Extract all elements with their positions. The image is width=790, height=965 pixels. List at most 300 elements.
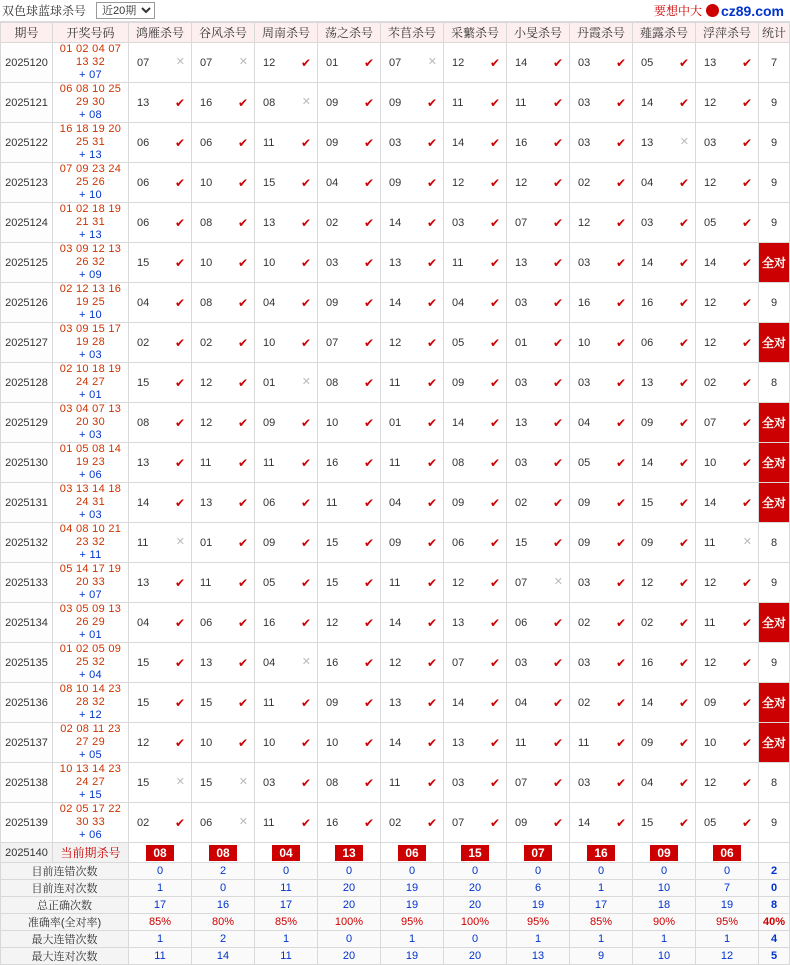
- kill-number: 06: [137, 216, 150, 229]
- check-icon: ✔: [678, 775, 689, 790]
- summary-value-cell: 2: [192, 863, 255, 880]
- issue-cell[interactable]: 2025127: [1, 323, 53, 363]
- draw-numbers-cell: [53, 363, 129, 403]
- red-numbers: 01 02 05 09 25 32: [59, 643, 122, 668]
- summary-value-cell: 0: [570, 863, 633, 880]
- kill-cell: [255, 723, 318, 763]
- check-icon: ✔: [552, 375, 563, 390]
- kill-cell: [444, 803, 507, 843]
- check-icon: ✔: [363, 95, 374, 110]
- check-icon: ✔: [741, 95, 752, 110]
- kill-number: 06: [200, 616, 213, 629]
- kill-number: 09: [641, 736, 654, 749]
- check-icon: ✔: [489, 415, 500, 430]
- row-stat-cell: 9: [759, 123, 790, 163]
- table-row: [1, 683, 790, 723]
- kill-cell: [570, 643, 633, 683]
- issue-cell[interactable]: 2025134: [1, 603, 53, 643]
- issue-cell[interactable]: 2025132: [1, 523, 53, 563]
- kill-cell: [192, 603, 255, 643]
- summary-value-cell: 18: [633, 897, 696, 914]
- check-icon: ✔: [678, 415, 689, 430]
- kill-number: 03: [704, 136, 717, 149]
- red-numbers: 02 12 13 16 19 25: [59, 283, 122, 308]
- kill-number: 12: [704, 656, 717, 669]
- check-icon: ✔: [741, 735, 752, 750]
- kill-number: 14: [389, 736, 402, 749]
- current-kill-number: 13: [335, 845, 362, 861]
- kill-number: 14: [452, 136, 465, 149]
- kill-number: 12: [704, 336, 717, 349]
- kill-number: 07: [515, 216, 528, 229]
- check-icon: ✔: [552, 55, 563, 70]
- kill-number: 14: [452, 416, 465, 429]
- kill-cell: [192, 203, 255, 243]
- kill-number: 09: [263, 536, 276, 549]
- kill-number: 16: [326, 656, 339, 669]
- kill-cell: [381, 443, 444, 483]
- issue-cell[interactable]: 2025122: [1, 123, 53, 163]
- kill-cell: [507, 123, 570, 163]
- current-kill-number: 06: [398, 845, 425, 861]
- kill-number: 10: [263, 336, 276, 349]
- kill-number: 03: [578, 136, 591, 149]
- row-stat-cell: 9: [759, 283, 790, 323]
- check-icon: ✔: [615, 455, 626, 470]
- summary-total-cell: 5: [759, 948, 790, 965]
- issue-cell[interactable]: 2025138: [1, 763, 53, 803]
- blue-number: + 12: [79, 709, 102, 721]
- summary-value-cell: 1: [570, 880, 633, 897]
- kill-cell: [570, 83, 633, 123]
- summary-value-cell: 0: [444, 931, 507, 948]
- check-icon: ✔: [174, 175, 185, 190]
- kill-number: 11: [452, 96, 464, 109]
- red-numbers: 16 18 19 20 25 31: [59, 123, 122, 148]
- kill-cell: [444, 83, 507, 123]
- kill-number: 04: [641, 776, 654, 789]
- kill-number: 03: [578, 576, 591, 589]
- check-icon: ✔: [678, 175, 689, 190]
- issue-cell[interactable]: 2025139: [1, 803, 53, 843]
- kill-cell: [192, 323, 255, 363]
- kill-cell: [381, 483, 444, 523]
- check-icon: ✔: [678, 95, 689, 110]
- summary-value-cell: 2: [192, 931, 255, 948]
- kill-number: 04: [137, 616, 150, 629]
- check-icon: ✔: [678, 735, 689, 750]
- check-icon: ✔: [300, 495, 311, 510]
- summary-value-cell: 19: [381, 880, 444, 897]
- table-row: [1, 163, 790, 203]
- period-select[interactable]: [96, 2, 155, 19]
- table-body: [1, 43, 790, 965]
- kill-number: 04: [263, 656, 276, 669]
- row-stat-cell: 9: [759, 643, 790, 683]
- kill-cell: [255, 403, 318, 443]
- check-icon: ✔: [678, 695, 689, 710]
- kill-number: 07: [452, 656, 465, 669]
- check-icon: ✔: [489, 815, 500, 830]
- current-issue-cell[interactable]: 2025140: [1, 843, 53, 863]
- kill-cell: [507, 723, 570, 763]
- row-stat-cell: 全对: [759, 403, 790, 443]
- blue-number: + 09: [79, 269, 102, 281]
- kill-cell: [192, 643, 255, 683]
- check-icon: ✔: [552, 95, 563, 110]
- kill-cell: [507, 403, 570, 443]
- check-icon: ✔: [426, 615, 437, 630]
- issue-cell[interactable]: 2025130: [1, 443, 53, 483]
- red-numbers: 03 09 15 17 19 28: [59, 323, 122, 348]
- issue-cell[interactable]: 2025123: [1, 163, 53, 203]
- summary-value-cell: 20: [444, 880, 507, 897]
- draw-numbers-cell: [53, 763, 129, 803]
- kill-cell: [318, 123, 381, 163]
- kill-cell: [318, 443, 381, 483]
- site-logo-label: cz89.com: [720, 2, 784, 19]
- kill-number: 05: [452, 336, 465, 349]
- kill-cell: [255, 443, 318, 483]
- check-icon: ✔: [300, 55, 311, 70]
- summary-row-label: 总正确次数: [1, 897, 129, 914]
- check-icon: ✔: [174, 655, 185, 670]
- issue-cell[interactable]: 2025124: [1, 203, 53, 243]
- kill-number: 08: [326, 376, 339, 389]
- kill-number: 03: [515, 296, 528, 309]
- check-icon: ✔: [363, 495, 374, 510]
- kill-cell: [570, 803, 633, 843]
- kill-number: 02: [389, 816, 402, 829]
- summary-value-cell: 20: [318, 897, 381, 914]
- kill-cell: [318, 163, 381, 203]
- kill-cell: [192, 683, 255, 723]
- issue-cell[interactable]: 2025135: [1, 643, 53, 683]
- kill-cell: [381, 403, 444, 443]
- kill-cell: [444, 763, 507, 803]
- check-icon: ✔: [615, 495, 626, 510]
- summary-row-label: 目前连错次数: [1, 863, 129, 880]
- top-bar: [0, 0, 790, 22]
- kill-cell: [255, 483, 318, 523]
- check-icon: ✔: [678, 655, 689, 670]
- table-header: [1, 23, 790, 43]
- check-icon: ✔: [300, 255, 311, 270]
- kill-number: 16: [200, 96, 213, 109]
- check-icon: ✔: [237, 455, 248, 470]
- kill-cell: [444, 643, 507, 683]
- kill-number: 08: [326, 776, 339, 789]
- summary-value-cell: 90%: [633, 914, 696, 931]
- draw-numbers-cell: [53, 83, 129, 123]
- current-issue-row: [1, 843, 790, 863]
- kill-cell: [318, 323, 381, 363]
- check-icon: ✔: [426, 335, 437, 350]
- row-stat-cell: 全对: [759, 443, 790, 483]
- kill-number: 12: [515, 176, 528, 189]
- check-icon: ✔: [678, 535, 689, 550]
- kill-number: 07: [452, 816, 465, 829]
- kill-number: 02: [200, 336, 213, 349]
- check-icon: ✔: [363, 415, 374, 430]
- cross-icon: ✕: [301, 96, 311, 108]
- kill-number: 11: [389, 576, 401, 589]
- row-stat-cell: 全对: [759, 483, 790, 523]
- kill-number: 12: [326, 616, 339, 629]
- kill-number: 12: [704, 576, 717, 589]
- kill-number: 11: [263, 136, 275, 149]
- issue-cell[interactable]: 2025137: [1, 723, 53, 763]
- kill-cell: [696, 163, 759, 203]
- red-numbers: 03 09 12 13 26 32: [59, 243, 122, 268]
- kill-number: 15: [515, 536, 528, 549]
- check-icon: ✔: [615, 135, 626, 150]
- kill-cell: [507, 203, 570, 243]
- kill-cell: [633, 563, 696, 603]
- kill-number: 05: [263, 576, 276, 589]
- kill-number: 11: [389, 376, 401, 389]
- site-logo[interactable]: [706, 3, 784, 19]
- table-row: [1, 323, 790, 363]
- check-icon: ✔: [174, 735, 185, 750]
- kill-cell: [255, 123, 318, 163]
- summary-value-cell: 0: [633, 863, 696, 880]
- kill-cell: [318, 563, 381, 603]
- kill-cell: [318, 803, 381, 843]
- summary-value-cell: 19: [696, 897, 759, 914]
- check-icon: ✔: [615, 775, 626, 790]
- draw-numbers-cell: [53, 563, 129, 603]
- draw-numbers-cell: [53, 683, 129, 723]
- kill-cell: [192, 403, 255, 443]
- kill-number: 10: [704, 456, 717, 469]
- kill-cell: [570, 203, 633, 243]
- summary-row: [1, 897, 790, 914]
- check-icon: ✔: [552, 135, 563, 150]
- kill-cell: [696, 83, 759, 123]
- kill-number: 15: [263, 176, 276, 189]
- summary-value-cell: 95%: [696, 914, 759, 931]
- kill-cell: [633, 83, 696, 123]
- issue-cell[interactable]: 2025120: [1, 43, 53, 83]
- kill-cell: [129, 563, 192, 603]
- kill-cell: [507, 443, 570, 483]
- row-stat-cell: 8: [759, 363, 790, 403]
- kill-cell: [381, 283, 444, 323]
- kill-cell: [633, 763, 696, 803]
- blue-number: + 01: [79, 389, 102, 401]
- red-numbers: 06 08 10 25 29 30: [59, 83, 122, 108]
- check-icon: ✔: [426, 575, 437, 590]
- check-icon: ✔: [615, 95, 626, 110]
- kill-number: 04: [137, 296, 150, 309]
- check-icon: ✔: [300, 135, 311, 150]
- col-expert-9: 薤露杀号: [633, 23, 696, 43]
- check-icon: ✔: [363, 455, 374, 470]
- kill-cell: [444, 283, 507, 323]
- kill-number: 02: [641, 616, 654, 629]
- check-icon: ✔: [489, 695, 500, 710]
- kill-number: 03: [452, 216, 465, 229]
- kill-cell: [570, 243, 633, 283]
- kill-cell: [129, 163, 192, 203]
- row-stat-cell: 8: [759, 763, 790, 803]
- table-row: [1, 123, 790, 163]
- red-numbers: 05 14 17 19 20 33: [59, 563, 122, 588]
- kill-cell: [633, 443, 696, 483]
- page-title: 双色球蓝球杀号: [2, 4, 87, 18]
- kill-cell: [633, 483, 696, 523]
- current-kill-cell: [318, 843, 381, 863]
- kill-cell: [192, 523, 255, 563]
- check-icon: ✔: [426, 775, 437, 790]
- check-icon: ✔: [237, 695, 248, 710]
- kill-number: 13: [263, 216, 276, 229]
- summary-value-cell: 20: [318, 880, 381, 897]
- red-numbers: 01 02 18 19 21 31: [59, 203, 122, 228]
- issue-cell[interactable]: 2025125: [1, 243, 53, 283]
- summary-value-cell: 10: [633, 948, 696, 965]
- check-icon: ✔: [174, 255, 185, 270]
- kill-cell: [318, 683, 381, 723]
- kill-cell: [570, 603, 633, 643]
- summary-value-cell: 0: [129, 863, 192, 880]
- kill-number: 07: [389, 56, 402, 69]
- check-icon: ✔: [237, 175, 248, 190]
- check-icon: ✔: [363, 655, 374, 670]
- kill-cell: [129, 83, 192, 123]
- issue-cell[interactable]: 2025121: [1, 83, 53, 123]
- summary-total-cell: 0: [759, 880, 790, 897]
- kill-cell: [696, 723, 759, 763]
- issue-cell[interactable]: 2025126: [1, 283, 53, 323]
- table-row: [1, 43, 790, 83]
- check-icon: ✔: [237, 735, 248, 750]
- kill-number: 09: [326, 136, 339, 149]
- check-icon: ✔: [237, 215, 248, 230]
- issue-cell[interactable]: 2025131: [1, 483, 53, 523]
- summary-value-cell: 1: [129, 880, 192, 897]
- check-icon: ✔: [678, 615, 689, 630]
- check-icon: ✔: [237, 375, 248, 390]
- kill-number: 01: [263, 376, 276, 389]
- table-row: [1, 483, 790, 523]
- kill-number: 02: [578, 696, 591, 709]
- kill-cell: [444, 123, 507, 163]
- table-row: [1, 723, 790, 763]
- check-icon: ✔: [741, 335, 752, 350]
- summary-row-label: 目前连对次数: [1, 880, 129, 897]
- current-kill-number: 09: [650, 845, 677, 861]
- kill-cell: [570, 163, 633, 203]
- check-icon: ✔: [615, 815, 626, 830]
- kill-number: 10: [704, 736, 717, 749]
- kill-cell: [318, 643, 381, 683]
- kill-number: 15: [641, 496, 654, 509]
- summary-value-cell: 12: [696, 948, 759, 965]
- check-icon: ✔: [615, 575, 626, 590]
- blue-number: + 03: [79, 429, 102, 441]
- kill-number: 01: [515, 336, 528, 349]
- check-icon: ✔: [552, 495, 563, 510]
- summary-value-cell: 85%: [255, 914, 318, 931]
- summary-value-cell: 19: [381, 897, 444, 914]
- kill-number: 06: [515, 616, 528, 629]
- issue-cell[interactable]: 2025128: [1, 363, 53, 403]
- kill-cell: [633, 323, 696, 363]
- summary-value-cell: 11: [129, 948, 192, 965]
- kill-cell: [255, 323, 318, 363]
- check-icon: ✔: [489, 175, 500, 190]
- check-icon: ✔: [741, 655, 752, 670]
- kill-number: 12: [641, 576, 654, 589]
- kill-number: 06: [641, 336, 654, 349]
- row-stat-cell: 全对: [759, 603, 790, 643]
- table-row: [1, 403, 790, 443]
- summary-value-cell: 10: [633, 880, 696, 897]
- kill-number: 03: [578, 776, 591, 789]
- row-stat-cell: 9: [759, 563, 790, 603]
- check-icon: ✔: [615, 735, 626, 750]
- check-icon: ✔: [678, 375, 689, 390]
- blue-number: + 03: [79, 509, 102, 521]
- check-icon: ✔: [741, 775, 752, 790]
- summary-row-label: 最大连错次数: [1, 931, 129, 948]
- check-icon: ✔: [489, 735, 500, 750]
- check-icon: ✔: [741, 255, 752, 270]
- issue-cell[interactable]: 2025136: [1, 683, 53, 723]
- summary-value-cell: 17: [129, 897, 192, 914]
- kill-cell: [570, 523, 633, 563]
- current-kill-cell: [507, 843, 570, 863]
- row-stat-cell: 全对: [759, 243, 790, 283]
- issue-cell[interactable]: 2025129: [1, 403, 53, 443]
- kill-number: 14: [704, 256, 717, 269]
- summary-value-cell: 20: [318, 948, 381, 965]
- kill-cell: [696, 123, 759, 163]
- draw-numbers-cell: [53, 403, 129, 443]
- kill-number: 02: [137, 816, 150, 829]
- issue-cell[interactable]: 2025133: [1, 563, 53, 603]
- blue-number: + 06: [79, 829, 102, 841]
- row-stat-cell: 8: [759, 523, 790, 563]
- kill-number: 13: [452, 736, 465, 749]
- kill-cell: [696, 323, 759, 363]
- check-icon: ✔: [426, 455, 437, 470]
- kill-number: 16: [326, 456, 339, 469]
- kill-cell: [507, 603, 570, 643]
- summary-value-cell: 95%: [381, 914, 444, 931]
- kill-cell: [129, 763, 192, 803]
- summary-value-cell: 1: [570, 931, 633, 948]
- kill-number: 08: [200, 216, 213, 229]
- blue-number: + 10: [79, 189, 102, 201]
- col-expert-8: 丹霞杀号: [570, 23, 633, 43]
- check-icon: ✔: [300, 575, 311, 590]
- kill-cell: [318, 363, 381, 403]
- kill-number: 12: [200, 376, 213, 389]
- kill-cell: [696, 43, 759, 83]
- col-expert-3: 周南杀号: [255, 23, 318, 43]
- kill-cell: [507, 563, 570, 603]
- check-icon: ✔: [237, 415, 248, 430]
- check-icon: ✔: [615, 615, 626, 630]
- check-icon: ✔: [174, 215, 185, 230]
- kill-number: 07: [515, 576, 528, 589]
- summary-value-cell: 80%: [192, 914, 255, 931]
- kill-cell: [381, 243, 444, 283]
- check-icon: ✔: [300, 775, 311, 790]
